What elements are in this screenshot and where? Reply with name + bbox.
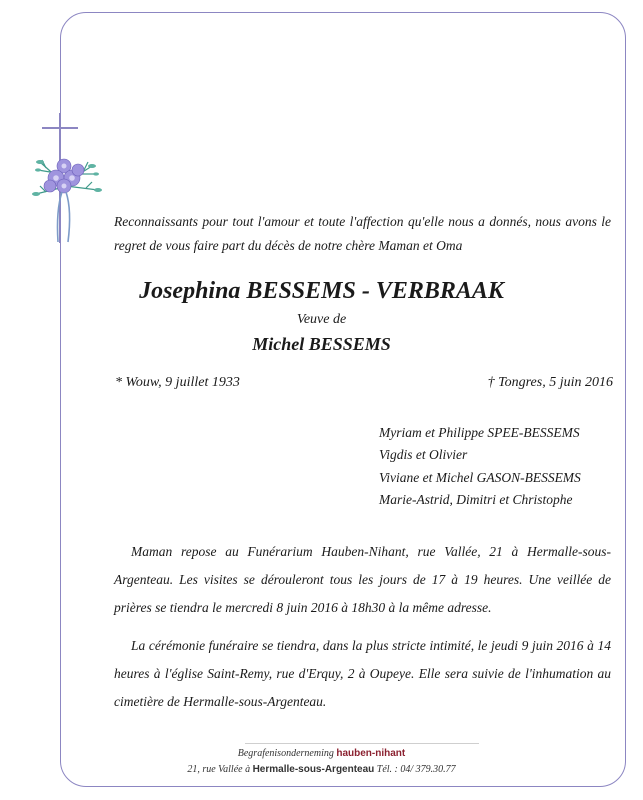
deceased-name: Josephina BESSEMS - VERBRAAK xyxy=(139,278,504,304)
family-group xyxy=(379,467,581,511)
address-town: Hermalle-sous-Argenteau xyxy=(252,764,375,775)
cross-icon-arm xyxy=(42,127,78,129)
spouse-name: Michel BESSEMS xyxy=(252,334,391,354)
marital-status: Veuve de xyxy=(296,312,347,327)
family-line: Vigdis et Olivier xyxy=(379,447,468,462)
phone-number: Tél. : 04/ 379.30.77 xyxy=(376,764,456,775)
family-line: Viviane et Michel GASON-BESSEMS xyxy=(379,470,581,485)
footer-address xyxy=(0,764,643,775)
footer-label: Begrafenisonderneming xyxy=(237,748,334,759)
paragraph-ceremony: La cérémonie funéraire se tiendra, dans la plus stricte intimité, le jeudi 9 juin 2016 à 14 heures à l'église Saint-Remy, rue d'Erquy, 2 à Oupeye. Elle sera suivie de l'inhumation au cimetière de Hermalle-sous-Argenteau. xyxy=(114,638,611,709)
flower-bouquet-icon xyxy=(26,150,106,245)
birth-info: * Wouw, 9 juillet 1933 xyxy=(115,375,240,390)
family-line: Myriam et Philippe SPEE-BESSEMS xyxy=(379,425,580,440)
footer-company xyxy=(0,748,643,759)
death-info: † Tongres, 5 juin 2016 xyxy=(487,375,613,390)
family-line: Marie-Astrid, Dimitri et Christophe xyxy=(379,492,573,507)
company-logo-text: hauben-nihant xyxy=(336,748,406,759)
intro-text: Reconnaissants pour tout l'amour et toute l'affection qu'elle nous a donnés, nous avons le regret de vous faire part du décès de notre chère Maman et Oma xyxy=(114,214,611,253)
address-prefix: 21, rue Vallée à xyxy=(187,764,251,775)
footer-divider xyxy=(245,743,479,744)
paragraph-visitation: Maman repose au Funérarium Hauben-Nihant, rue Vallée, 21 à Hermalle-sous-Argenteau. Les visites se dérouleront tous les jours de 17 à 19 heures. Une veillée de prières se tiendra le mercredi 8 juin 2016 à 18h30 à la même adresse. xyxy=(114,544,611,615)
family-group xyxy=(379,422,580,466)
